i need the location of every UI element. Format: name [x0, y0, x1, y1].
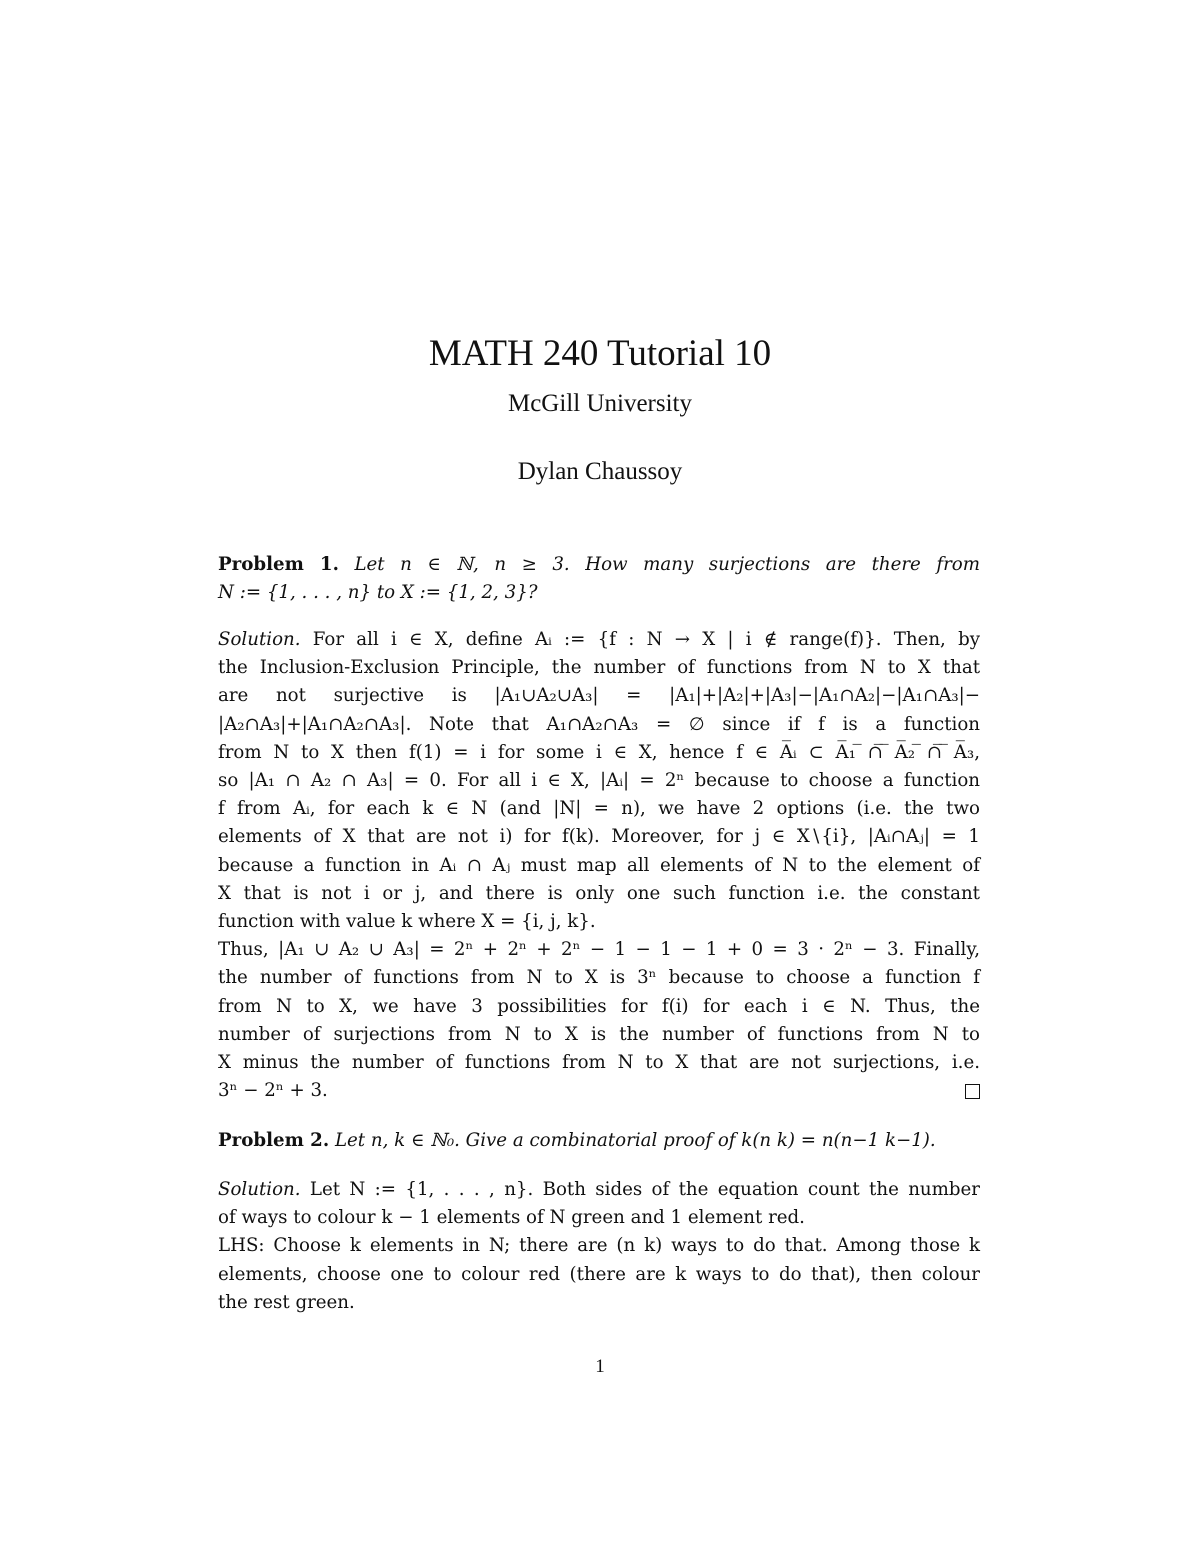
problem-2-text: Let n, k ∈ ℕ₀. Give a combinatorial proof of k(n k) = n(n−1 k−1). [334, 1130, 936, 1151]
solution-1-line: |A₂∩A₃|+|A₁∩A₂∩A₃|. Note that A₁∩A₂∩A₃ = ∅ since if f is a function [218, 713, 980, 735]
solution-2-line: the rest green. [218, 1291, 355, 1313]
solution-2 [218, 1176, 980, 1317]
solution-1-line: elements of X that are not i) for f(k). Moreover, for j ∈ X∖{i}, |Aᵢ∩Aⱼ| = 1 [218, 826, 980, 848]
solution-1-label: Solution. [218, 629, 301, 650]
solution-1-first-text: For all i ∈ X, define Aᵢ := {f : N → X | i ∉ range(f)}. Then, by [312, 629, 980, 650]
solution-1-result: 3ⁿ − 2ⁿ + 3. [218, 1080, 328, 1102]
solution-1-line: so |A₁ ∩ A₂ ∩ A₃| = 0. For all i ∈ X, |Aᵢ| = 2ⁿ because to choose a function [218, 770, 980, 792]
solution-2-label: Solution. [218, 1179, 301, 1200]
solution-2-line-1 [218, 1176, 980, 1204]
solution-1-line: because a function in Aᵢ ∩ Aⱼ must map all elements of N to the element of [218, 854, 980, 876]
solution-2-line: of ways to colour k − 1 elements of N green and 1 element red. [218, 1207, 805, 1229]
problem-1-text: Let n ∈ ℕ, n ≥ 3. How many surjections are there from [354, 554, 980, 575]
problem-1 [218, 551, 980, 607]
problem-2-label: Problem 2. [218, 1130, 330, 1151]
solution-1-line: number of surjections from N to X is the number of functions from N to [218, 1023, 980, 1045]
solution-1-line: function with value k where X = {i, j, k}. [218, 911, 596, 933]
problem-1-line-2: N := {1, . . . , n} to X := {1, 2, 3}? [218, 582, 538, 604]
solution-1-line: from N to X, we have 3 possibilities for f(i) for each i ∈ N. Thus, the [218, 995, 980, 1017]
solution-1-line: the Inclusion-Exclusion Principle, the number of functions from N to X that [218, 657, 980, 679]
solution-1 [218, 626, 980, 1105]
problem-1-line-1 [218, 551, 980, 579]
document-title: MATH 240 Tutorial 10 [428, 333, 772, 374]
page-number: 1 [595, 1356, 605, 1377]
problem-2-line-1 [218, 1127, 980, 1155]
qed-square-icon [965, 1084, 980, 1099]
problem-1-label: Problem 1. [218, 554, 339, 575]
solution-1-line: Thus, |A₁ ∪ A₂ ∪ A₃| = 2ⁿ + 2ⁿ + 2ⁿ − 1 − 1 − 1 + 0 = 3 · 2ⁿ − 3. Finally, [218, 939, 980, 961]
solution-1-line-1 [218, 626, 980, 654]
solution-1-line: from N to X then f(1) = i for some i ∈ X, hence f ∈ A̅ᵢ ⊂ A̅₁ ̅∩̅ ̅A̅₂ ̅∩̅ ̅A̅₃, [218, 741, 980, 763]
solution-1-line: are not surjective is |A₁∪A₂∪A₃| = |A₁|+|A₂|+|A₃|−|A₁∩A₂|−|A₁∩A₃|− [218, 685, 980, 707]
affiliation: McGill University [507, 390, 692, 417]
solution-1-line: f from Aᵢ, for each k ∈ N (and |N| = n), we have 2 options (i.e. the two [218, 798, 980, 820]
solution-1-line: X that is not i or j, and there is only one such function i.e. the constant [218, 882, 980, 904]
solution-1-final-line [218, 1077, 980, 1105]
solution-1-line: the number of functions from N to X is 3ⁿ because to choose a function f [218, 967, 980, 989]
solution-2-line: elements, choose one to colour red (there are k ways to do that), then colour [218, 1263, 980, 1285]
solution-2-first-text: Let N := {1, . . . , n}. Both sides of the equation count the number [309, 1179, 980, 1200]
solution-2-line: LHS: Choose k elements in N; there are (n k) ways to do that. Among those k [218, 1235, 980, 1257]
author-name: Dylan Chaussoy [517, 458, 683, 485]
solution-1-line: X minus the number of functions from N to X that are not surjections, i.e. [218, 1052, 980, 1074]
problem-2 [218, 1127, 980, 1155]
